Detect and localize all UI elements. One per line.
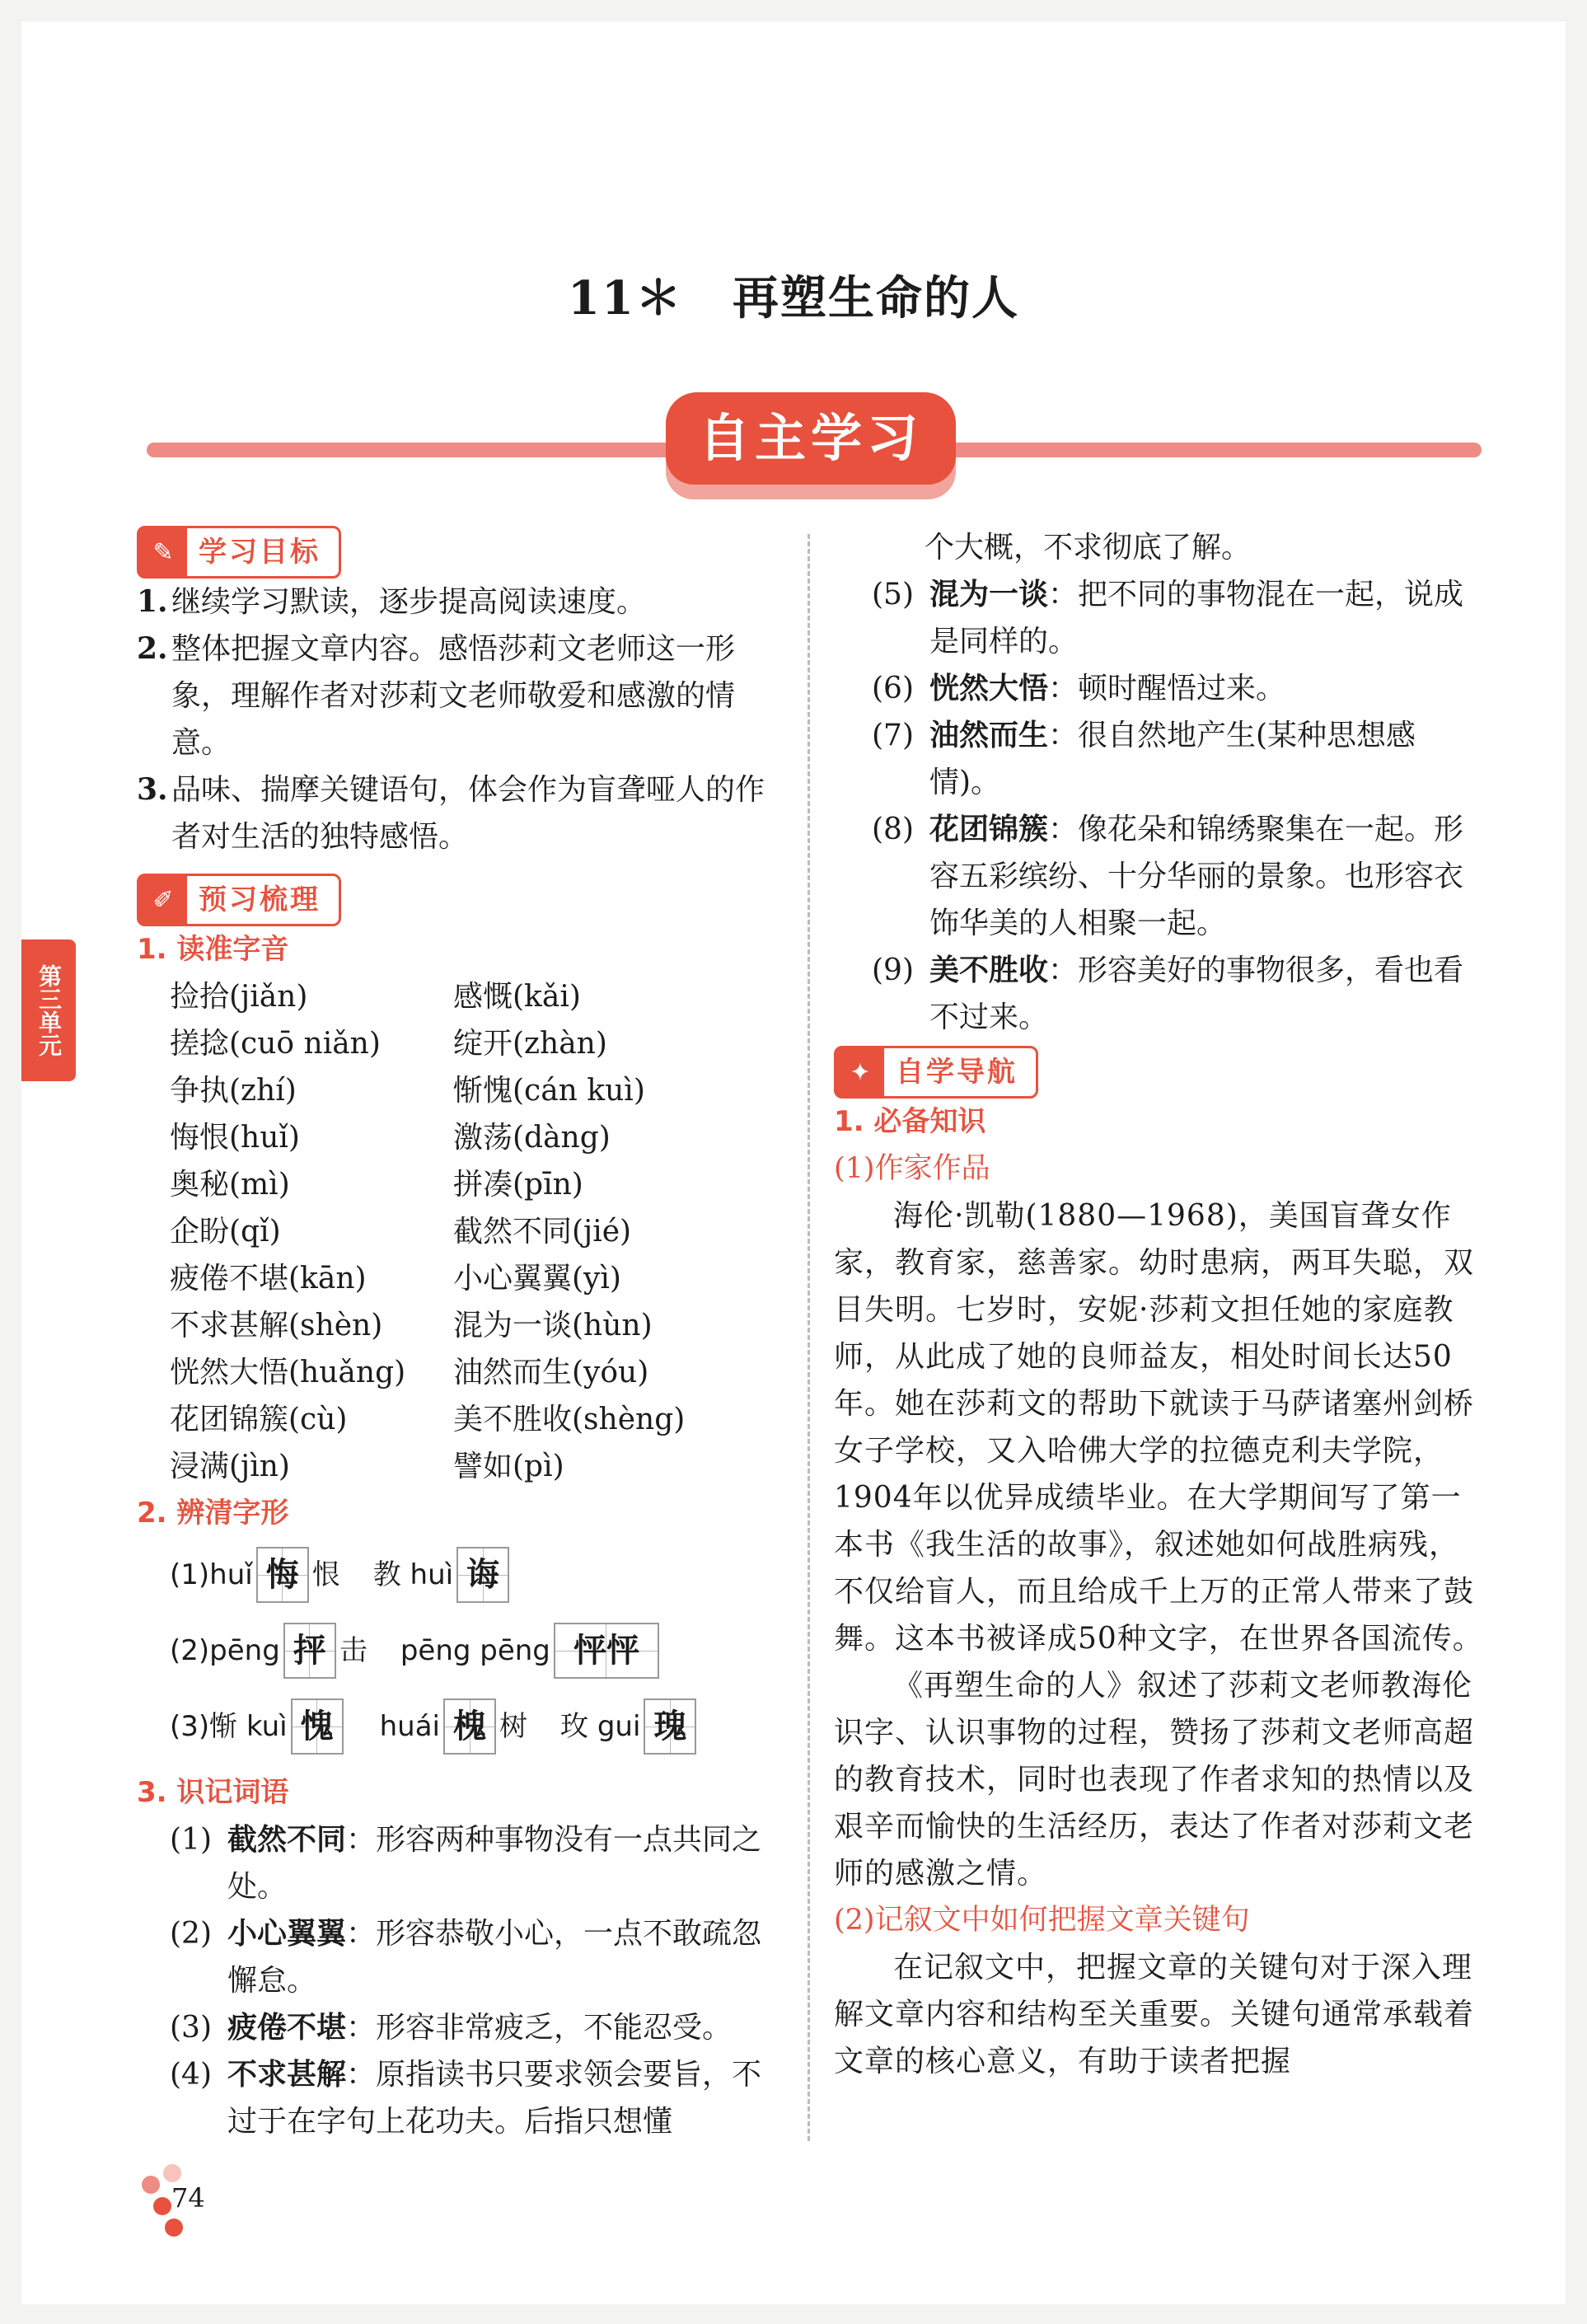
vocab-term: 恍然大悟 [929,672,1049,705]
pinyin-entry: 悔恨(huǐ) [170,1121,300,1155]
shape-item [560,1698,700,1755]
vocab-list-right [834,571,1483,1041]
objective-number: 2. [137,631,168,666]
pinyin-entry: 浸满(jìn) [170,1450,290,1483]
char-box: 槐 [443,1698,496,1755]
shape-row [137,1613,788,1689]
shape-pinyin: pēng [209,1633,280,1667]
vocab-title: 3. 识记词语 [137,1776,289,1809]
shape-pinyin: pēng pēng [400,1633,550,1667]
author-paragraph-2: 《再塑生命的人》叙述了莎莉文老师教海伦识字、认识事物的过程，赞扬了莎莉文老师高超的教育技术，同时也表现了作者求知的热情以及艰辛而愉快的生活经历，表达了作者对莎莉文老师的感激之情。 [834,1669,1475,1891]
vocab-def: ：形容恭敬小心，一点不敢疏忽懈怠。 [227,1917,762,1998]
vocab-text [929,712,1483,806]
preview-header: ✐ 预习梳理 [137,874,341,926]
pinyin-entry: 捡拾(jiǎn) [170,980,308,1014]
pinyin-entry: 截然不同(jié) [453,1215,632,1249]
vocab-item [137,1816,788,1910]
vocab-term: 疲倦不堪 [227,2011,347,2045]
objective-number: 1. [137,584,168,619]
lesson-name: 再塑生命的人 [732,271,1019,326]
page-number: 74 [171,2182,205,2214]
shape-suffix: 恨 [311,1558,340,1591]
vocab-number: (9) [872,953,914,987]
pinyin-entry: 恍然大悟(huǎng) [170,1356,406,1389]
char-box: 抨 [283,1623,336,1679]
vocab-def: ：把不同的事物混在一起，说成是同样的。 [929,578,1464,658]
objective-text: 继续学习默读，逐步提高阅读速度。 [171,585,647,619]
pinyin-entry: 疲倦不堪(kān) [170,1262,367,1296]
shape-pinyin: 玫 gui [560,1709,641,1743]
shape-label: (2) [170,1633,210,1667]
vocab-def: ：原指读书只要求领会要旨，不过于在字句上花功夫。后指只想懂 [227,2058,762,2139]
key-sentence-paragraph: 在记叙文中，把握文章的关键句对于深入理解文章内容和结构至关重要。关键句通常承载着文章的核心意义，有助于读者把握 [834,1951,1475,2078]
shape-row [137,1537,788,1613]
author-paragraph-1: 海伦·凯勒(1880—1968)，美国盲聋女作家，教育家，慈善家。幼时患病，两耳失聪，双目失明。七岁时，安妮·莎莉文担任她的家庭教师，从此成了她的良师益友，相处时间长达50年。她在莎莉文的帮助下就读于马萨诸塞州剑桥女子学校，又入哈佛大学的拉德克利夫学院，1904年以优异成绩毕业。在大学期间写了第一本书《我生活的故事》，叙述她如何战胜病残，不仅给盲人，而且给成千上万的正常人带来了鼓舞。这本书被译成50种文字，在世界各国流传。 [834,1199,1483,1656]
pinyin-entry: 不求甚解(shèn) [170,1309,383,1342]
vocab-number: (6) [872,672,914,705]
pinyin-entry: 小心翼翼(yì) [453,1262,621,1296]
vocab-text [929,665,1285,712]
objective-item [137,766,788,860]
vocab-item [834,712,1483,806]
pinyin-entry: 感慨(kǎi) [453,980,581,1014]
vocab-def: ：很自然地产生(某种思想感情)。 [929,719,1416,799]
objective-text: 整体把握文章内容。感悟莎莉文老师这一形象，理解作者对莎莉文老师敬爱和感激的情意。 [171,632,736,760]
shape-pinyin: huǐ [209,1558,253,1591]
pronunciation-title: 1. 读准字音 [137,933,289,966]
vocab-item [137,2004,788,2051]
vocab-term: 混为一谈 [929,578,1049,611]
objective-item [137,626,788,766]
shape-item [209,1623,367,1679]
student-icon: ✎ [139,528,187,576]
shape-item [380,1698,527,1755]
pinyin-entry: 争执(zhí) [170,1074,297,1108]
vocab-text [227,1910,788,2004]
shape-suffix: 击 [339,1633,367,1667]
objective-text: 品味、揣摩关键语句，体会作为盲聋哑人的作者对生活的独特感悟。 [171,773,765,854]
unit-side-tab: 第三单元 [21,939,76,1081]
shape-label: (1) [170,1558,210,1591]
char-box: 瑰 [644,1698,696,1755]
vocab-item [834,806,1483,947]
guide-header: ✦ 自学导航 [834,1046,1038,1099]
vocab-term: 美不胜收 [929,953,1049,987]
vocab-def: ：形容美好的事物很多，看也看不过来。 [929,953,1464,1034]
vocab-text [227,2051,788,2145]
char-box: 悔 [256,1547,309,1603]
char-box: 怦怦 [554,1623,659,1679]
lesson-number: 11＊ [568,271,683,326]
vocab-list-left [137,1816,788,2145]
objectives-list [137,579,788,860]
lesson-title [0,262,1587,328]
vocab-number: (2) [170,1917,212,1951]
vocab-term: 小心翼翼 [227,1917,347,1951]
pinyin-entry: 惭愧(cán kuì) [453,1074,645,1108]
vocab-def: ：顿时醒悟过来。 [1048,672,1286,705]
vocab-text [929,806,1483,947]
section-banner: 自主学习 [666,392,956,485]
vocab-number: (8) [872,813,914,846]
pinyin-entry: 绽开(zhàn) [453,1027,607,1061]
column-divider [808,534,810,2141]
author-title: (1)作家作品 [834,1152,990,1185]
shape-item [209,1698,346,1755]
vocab-text [227,1816,788,1910]
vocab-term: 截然不同 [227,1823,347,1857]
pinyin-entry: 混为一谈(hùn) [453,1309,653,1342]
pinyin-entry: 企盼(qǐ) [170,1215,281,1249]
pinyin-entry: 激荡(dàng) [453,1121,611,1155]
vocab-continuation: 个大概，不求彻底了解。 [925,531,1252,565]
vocab-number: (3) [170,2011,212,2045]
vocab-term: 不求甚解 [227,2058,347,2092]
char-box: 诲 [456,1547,509,1603]
pinyin-entry: 搓捻(cuō niǎn) [170,1027,381,1061]
vocab-number: (4) [170,2058,212,2092]
vocab-item [834,947,1483,1041]
char-box: 愧 [291,1698,344,1755]
right-column [834,524,1483,2085]
objectives-header: ✎ 学习目标 [137,526,341,579]
pronunciation-grid [137,973,788,1490]
pencil-icon: ✐ [139,876,187,924]
vocab-def: ：形容两种事物没有一点共同之处。 [227,1823,762,1904]
shape-item [400,1623,662,1679]
vocab-def: ：像花朵和锦绣聚集在一起。形容五彩缤纷、十分华丽的景象。也形容衣饰华美的人相聚一起。 [929,813,1464,940]
shape-rows [137,1537,788,1764]
pinyin-entry: 花团锦簇(cù) [170,1403,348,1436]
objective-number: 3. [137,772,168,807]
pinyin-entry: 拼凑(pīn) [453,1168,583,1202]
vocab-number: (1) [170,1823,212,1857]
vocab-term: 花团锦簇 [929,813,1049,846]
pinyin-entry: 譬如(pì) [453,1450,564,1483]
key-sentence-title: (2)记叙文中如何把握文章关键句 [834,1904,1250,1937]
shape-title: 2. 辨清字形 [137,1497,289,1530]
vocab-text [227,2004,732,2051]
vocab-number: (7) [872,719,914,752]
shape-row [137,1689,788,1764]
vocab-term: 油然而生 [929,719,1049,752]
vocab-def: ：形容非常疲乏，不能忍受。 [346,2011,733,2045]
shape-label: (3) [170,1709,210,1743]
shape-pinyin: huái [379,1709,441,1743]
vocab-item [137,1910,788,2004]
vocab-item [834,665,1483,712]
shape-suffix: 树 [499,1709,528,1743]
shape-item [209,1547,340,1603]
vocab-text [929,947,1483,1041]
vocab-item [137,2051,788,2145]
pinyin-entry: 美不胜收(shèng) [453,1403,686,1436]
shape-pinyin: 惭 kuì [209,1709,288,1743]
vocab-text [929,571,1483,665]
objective-item [137,579,788,626]
telescope-icon: ✦ [836,1048,884,1096]
knowledge-title: 1. 必备知识 [834,1105,986,1138]
shape-pinyin: 教 huì [372,1558,454,1591]
vocab-item [834,571,1483,665]
shape-item [373,1547,513,1603]
vocab-number: (5) [872,578,914,611]
pinyin-entry: 奥秘(mì) [170,1168,290,1202]
left-column [137,524,788,2145]
pinyin-entry: 油然而生(yóu) [453,1356,649,1389]
